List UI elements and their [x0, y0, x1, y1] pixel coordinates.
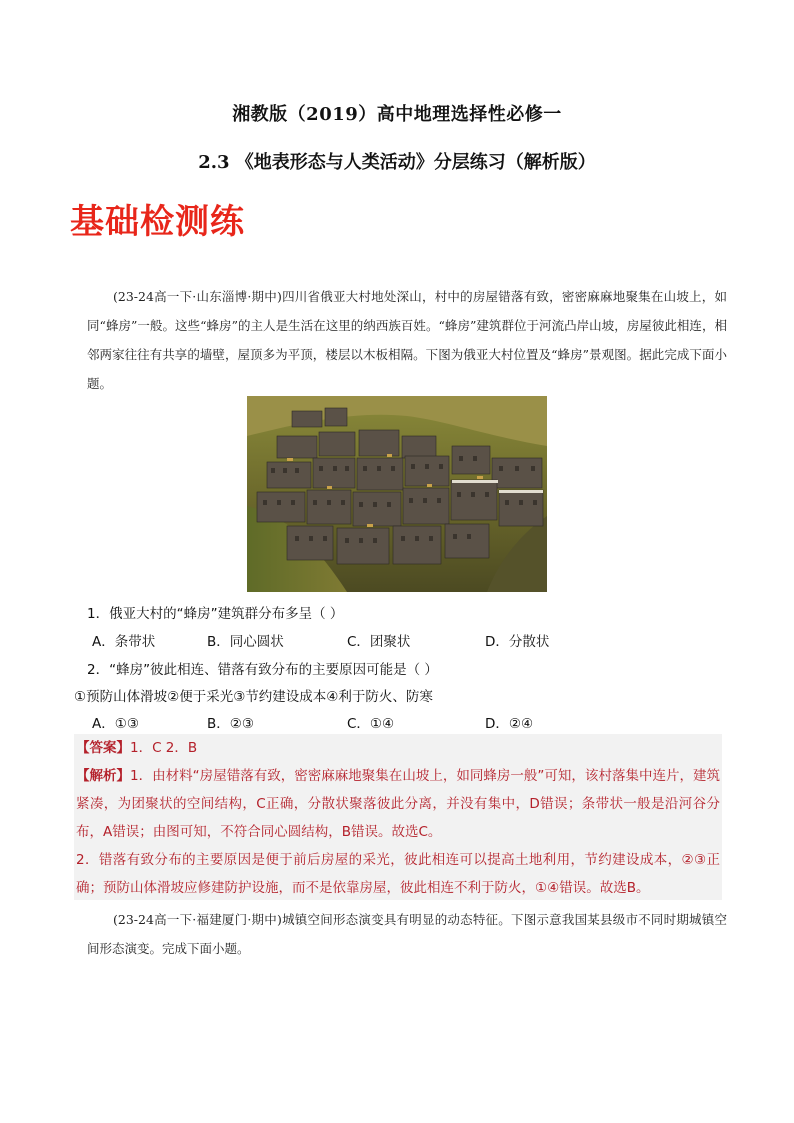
q2-option-a[interactable]: A．①③	[92, 716, 139, 732]
question-2-substem: ①预防山体滑坡②便于采光③节约建设成本④利于防火、防寒	[74, 689, 433, 705]
q2-option-b[interactable]: B．②③	[207, 716, 254, 732]
q1-option-d[interactable]: D．分散状	[485, 634, 550, 650]
analysis-tag: 【解析】	[76, 768, 131, 784]
q2-option-c[interactable]: C．①④	[347, 716, 395, 732]
analysis-part-1	[76, 762, 720, 846]
q1-option-a[interactable]: A．条带状	[92, 634, 156, 650]
page-title-line2: 2.3 《地表形态与人类活动》分层练习（解析版）	[198, 152, 596, 173]
village-photo-image	[247, 396, 547, 592]
analysis-part-2: 2．错落有致分布的主要原因是便于前后房屋的采光，彼此相连可以提高土地利用，节约建设成本，②③正确；预防山体滑坡应修建防护设施，而不是依靠房屋，彼此相连不利于防火，①④错误。故选B。	[76, 852, 720, 896]
village-photo	[247, 396, 547, 592]
section-heading: 基础检测练	[70, 202, 245, 242]
answer-tag: 【答案】	[76, 740, 130, 756]
q1-option-b[interactable]: B．同心圆状	[207, 634, 284, 650]
answer-line	[76, 734, 720, 762]
page-title-line1: 湘教版（2019）高中地理选择性必修一	[232, 104, 562, 125]
answer-text: 1．C 2．B	[130, 740, 198, 756]
passage-2	[87, 905, 727, 963]
question-2-stem: 2．“蜂房”彼此相连、错落有致分布的主要原因可能是（ ）	[87, 662, 438, 678]
passage-2-text: (23-24高一下·福建厦门·期中)城镇空间形态演变具有明显的动态特征。下图示意我国某县级市不同时期城镇空间形态演变。完成下面小题。	[87, 912, 727, 956]
analysis-text-1: 1．由材料“房屋错落有致，密密麻麻地聚集在山坡上，如同蜂房一般”可知，该村落集中连片，建筑紧凑，为团聚状的空间结构，C正确，分散状聚落彼此分离，并没有集中，D错误；条带状一般是沿河谷分布，A错误；由图可知，不符合同心圆结构，B错误。故选C。	[76, 768, 721, 840]
passage-1-text: (23-24高一下·山东淄博·期中)四川省俄亚大村地处深山，村中的房屋错落有致，密密麻麻地聚集在山坡上，如同“蜂房”一般。这些“蜂房”的主人是生活在这里的纳西族百姓。“蜂房”建筑群位于河流凸岸山坡，房屋彼此相连，相邻两家往往有共享的墙壁，屋顶多为平顶，楼层以木板相隔。下图为俄亚大村位置及“蜂房”景观图。据此完成下面小题。	[87, 289, 727, 391]
passage-1	[87, 282, 727, 398]
question-1-stem: 1．俄亚大村的“蜂房”建筑群分布多呈（ ）	[87, 606, 344, 622]
q1-option-c[interactable]: C．团聚状	[347, 634, 411, 650]
q2-option-d[interactable]: D．②④	[485, 716, 534, 732]
